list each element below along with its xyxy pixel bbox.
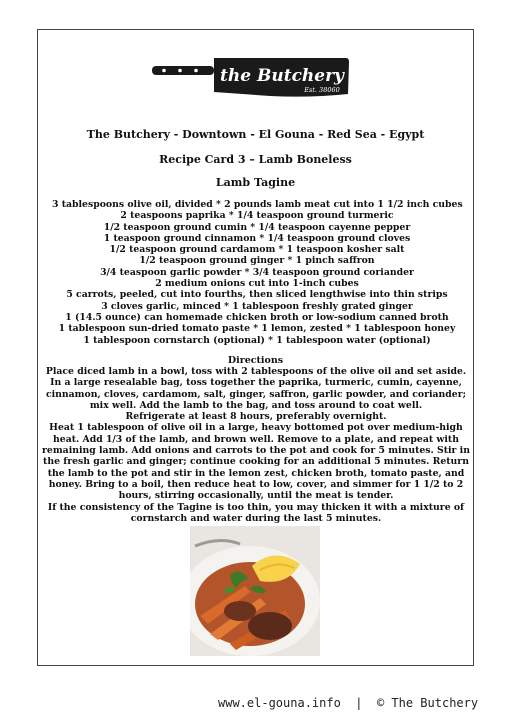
butchery-logo [150,52,350,100]
recipe-card-heading: Recipe Card 3 – Lamb Boneless [159,153,352,166]
footer-credit: www.el-gouna.info | © The Butchery [218,696,479,710]
ingredient-line: 1/2 teaspoon ground ginger * 1 pinch saffron [139,255,375,267]
ingredient-line: 2 teaspoons paprika * 1/4 teaspoon ground turmeric [120,210,394,222]
ingredient-line: 3 cloves garlic, minced * 1 tablespoon freshly grated ginger [101,300,413,312]
directions-heading: Directions [227,355,284,366]
recipe-title: Lamb Tagine [215,176,296,189]
direction-line: remaining lamb. Add onions and carrots to the pot and cook for 5 minutes. Stir in [42,445,470,457]
ingredient-line: 1/2 teaspoon ground cardamom * 1 teaspoon kosher salt [109,244,405,256]
location-heading: The Butchery - Downtown - El Gouna - Red Sea - Egypt [86,128,425,141]
direction-line: Heat 1 tablespoon of olive oil in a large, heavy bottomed pot over medium-high [49,422,463,434]
ingredients-list [52,199,462,346]
direction-line: heat. Add 1/3 of the lamb, and brown well. Remove to a plate, and repeat with [53,433,459,445]
direction-line: If the consistency of the Tagine is too thin, you may thicken it with a mixture of [47,501,465,513]
ingredient-line: 3/4 teaspoon garlic powder * 3/4 teaspoon ground coriander [100,266,414,278]
direction-line: the fresh garlic and ginger; continue cooking for an additional 5 minutes. Return [43,456,469,468]
tagine-photo [190,526,320,656]
direction-line: In a large resealable bag, toss together the paprika, turmeric, cumin, cayenne, [50,377,462,389]
direction-line: the lamb to the pot and stir in the lemon zest, chicken broth, tomato paste, and [47,467,465,479]
ingredient-line: 2 medium onions cut into 1-inch cubes [155,278,359,290]
direction-line: Place diced lamb in a bowl, toss with 2 tablespoons of the olive oil and set aside. [45,366,467,377]
ingredient-line: 1 (14.5 ounce) can homemade chicken broth or low-sodium canned broth [65,311,449,323]
ingredient-line: 1 teaspoon ground cinnamon * 1/4 teaspoon ground cloves [103,232,411,244]
directions-text [40,366,472,524]
direction-line: honey. Bring to a boil, then reduce heat to low, cover, and simmer for 1 1/2 to 2 [48,478,464,490]
ingredient-line: 1/2 teaspoon ground cumin * 1/4 teaspoon cayenne pepper [103,221,411,233]
direction-line: mix well. Add the lamb to the bag, and toss around to coat well. [89,399,423,411]
direction-line: cornstarch and water during the last 5 minutes. [130,512,382,524]
direction-line: hours, stirring occasionally, until the meat is tender. [118,490,394,502]
ingredient-line: 1 tablespoon cornstarch (optional) * 1 tablespoon water (optional) [83,334,431,346]
logo-established: Est. 38060 [304,86,340,94]
direction-line: cinnamon, cloves, cardamom, salt, ginger, saffron, garlic powder, and coriander; [45,388,467,400]
direction-line: Refrigerate at least 8 hours, preferably overnight. [125,411,387,423]
ingredient-line: 5 carrots, peeled, cut into fourths, then sliced lengthwise into thin strips [66,289,448,301]
ingredient-line: 1 tablespoon sun-dried tomato paste * 1 lemon, zested * 1 tablespoon honey [58,323,456,335]
logo-brand: the Butchery [220,66,344,86]
ingredient-line: 3 tablespoons olive oil, divided * 2 pounds lamb meat cut into 1 1/2 inch cubes [52,199,463,210]
